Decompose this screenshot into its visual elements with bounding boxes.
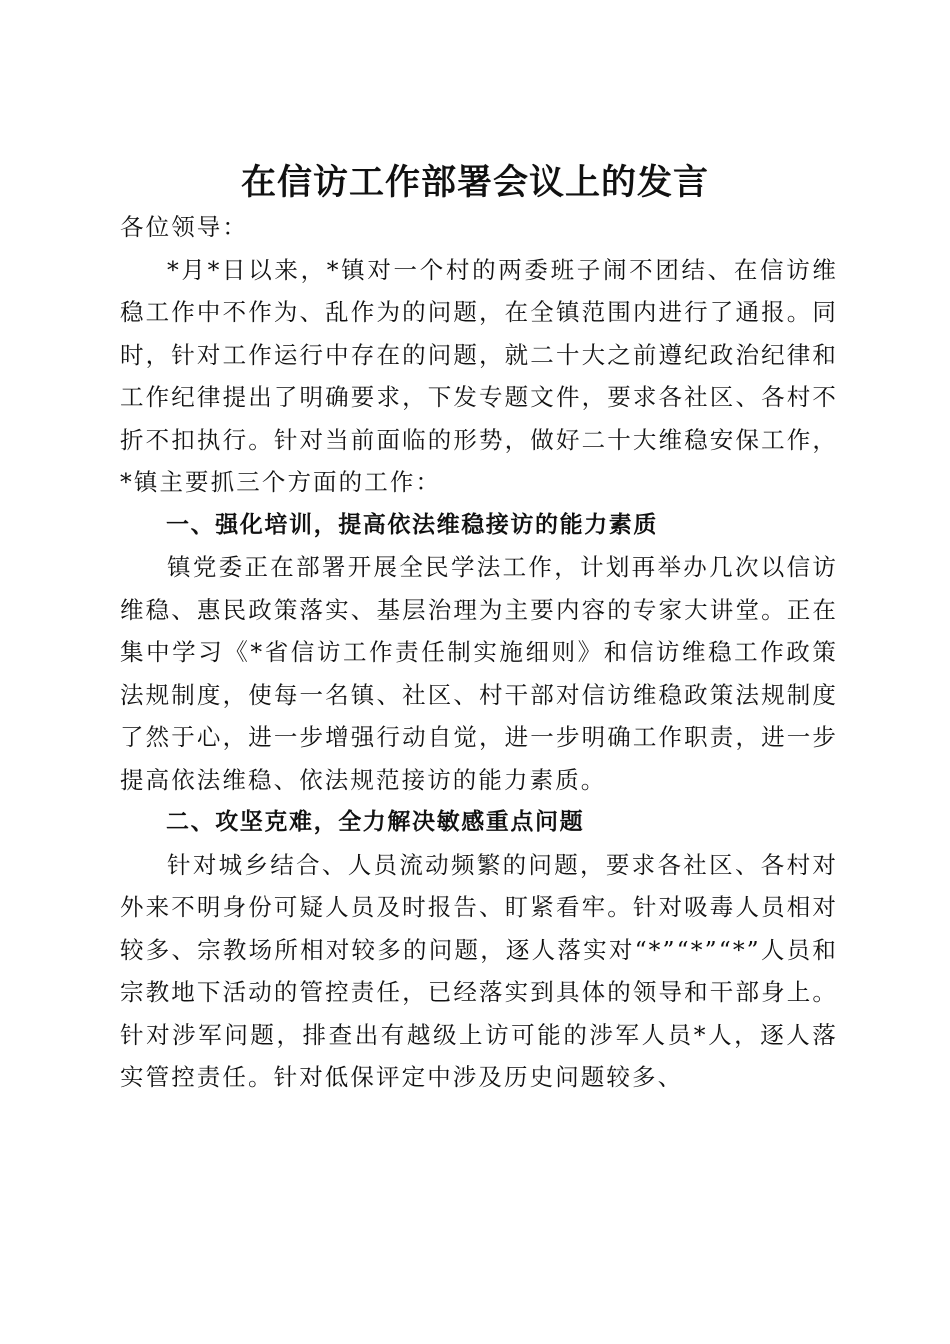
document-body xyxy=(120,206,838,1099)
section-2-heading: 二、攻坚克难，全力解决敏感重点问题 xyxy=(166,809,585,835)
intro-paragraph: *月*日以来，*镇对一个村的两委班子闹不团结、在信访维稳工作中不作为、乱作为的问题，在全镇范围内进行了通报。同时，针对工作运行中存在的问题，就二十大之前遵纪政治纪律和工作纪律提出了明确要求，下发专题文件，要求各社区、各村不折不扣执行。针对当前面临的形势，做好二十大维稳安保工作，*镇主要抓三个方面的工作： xyxy=(120,255,838,496)
document-title: 在信访工作部署会议上的发言 xyxy=(240,162,709,204)
section-1-heading: 一、强化培训，提高依法维稳接访的能力素质 xyxy=(166,511,658,538)
section-2-paragraph: 针对城乡结合、人员流动频繁的问题，要求各社区、各村对外来不明身份可疑人员及时报告、盯紧看牢。针对吸毒人员相对较多、宗教场所相对较多的问题，逐人落实对“*”“*”“*”人员和宗教地下活动的管控责任，已经落实到具体的领导和干部身上。针对涉军问题，排查出有越级上访可能的涉军人员*人，逐人落实管控责任。针对低保评定中涉及历史问题较多、 xyxy=(120,850,838,1091)
section-1-paragraph: 镇党委正在部署开展全民学法工作，计划再举办几次以信访维稳、惠民政策落实、基层治理为主要内容的专家大讲堂。正在集中学习《*省信访工作责任制实施细则》和信访维稳工作政策法规制度，使每一名镇、社区、村干部对信访维稳政策法规制度了然于心，进一步增强行动自觉，进一步明确工作职责，进一步提高依法维稳、依法规范接访的能力素质。 xyxy=(120,553,838,794)
salutation: 各位领导： xyxy=(120,213,248,241)
